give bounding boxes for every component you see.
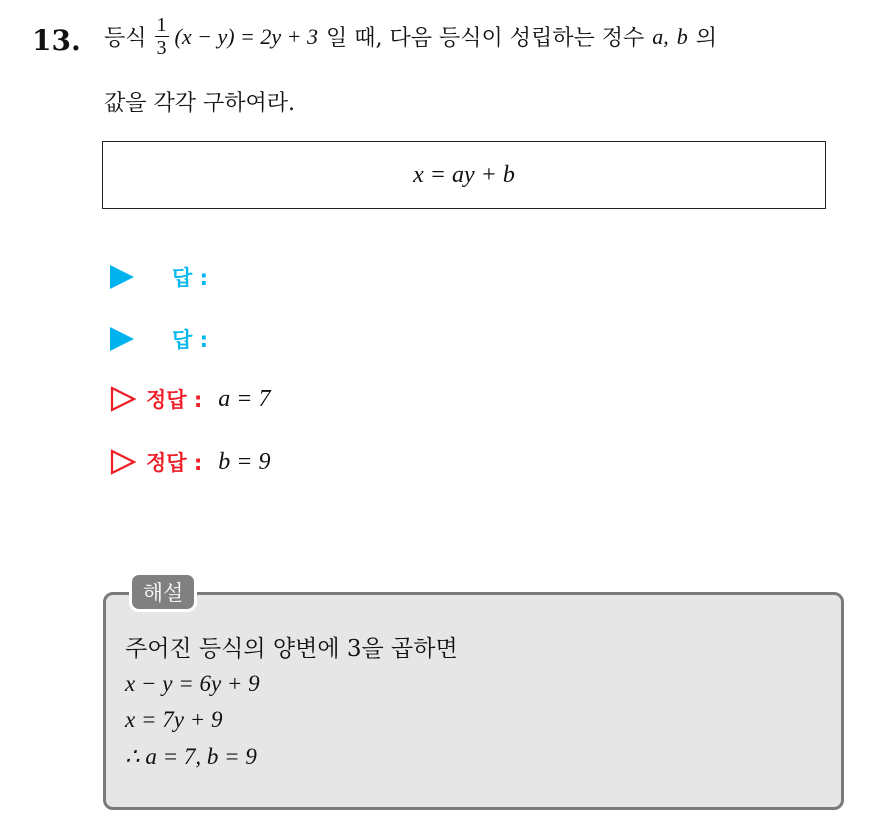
answer-label: 답 : xyxy=(172,266,208,290)
explanation-box xyxy=(103,592,844,810)
answer-row-1[interactable] xyxy=(110,262,208,292)
question-expression: (x − y) = 2y + 3 xyxy=(174,23,318,49)
answer-row-2[interactable] xyxy=(110,324,208,354)
question-var-a: a, xyxy=(652,23,669,49)
question-line-1 xyxy=(104,14,717,59)
fraction-one-third xyxy=(155,14,169,59)
correct-answer-label: 정답 : xyxy=(146,388,203,412)
question-text-equation-word: 등식 xyxy=(104,26,147,51)
outline-triangle-icon xyxy=(110,386,136,412)
explanation-line-1: 주어진 등식의 양변에 3을 곱하면 xyxy=(125,636,458,662)
question-number: 13. xyxy=(32,24,81,57)
answer-label: 답 : xyxy=(172,328,208,352)
explanation-line-4: ∴ a = 7, b = 9 xyxy=(125,744,257,769)
correct-answer-row-1 xyxy=(110,384,270,414)
correct-answer-label: 정답 : xyxy=(146,451,203,475)
fraction-denominator: 3 xyxy=(156,37,167,59)
fraction-numerator: 1 xyxy=(156,14,167,36)
explanation-line-2: x − y = 6y + 9 xyxy=(125,671,260,696)
explanation-line-3: x = 7y + 9 xyxy=(125,707,223,732)
question-line-2: 값을 각각 구하여라. xyxy=(104,91,295,116)
play-arrow-icon xyxy=(110,265,134,289)
outline-triangle-icon xyxy=(110,449,136,475)
question-text-of: 의 xyxy=(695,26,718,51)
question-text-when: 일 때, 다음 등식이 성립하는 정수 xyxy=(326,26,645,51)
question-var-b: b xyxy=(676,23,688,49)
correct-answer-value: b = 9 xyxy=(218,448,271,475)
equation-box xyxy=(102,141,826,209)
correct-answer-value: a = 7 xyxy=(218,385,271,412)
explanation-tag: 해설 xyxy=(129,572,197,612)
play-arrow-icon xyxy=(110,327,134,351)
box-equation: x = ay + b xyxy=(413,161,515,188)
correct-answer-row-2 xyxy=(110,447,270,477)
